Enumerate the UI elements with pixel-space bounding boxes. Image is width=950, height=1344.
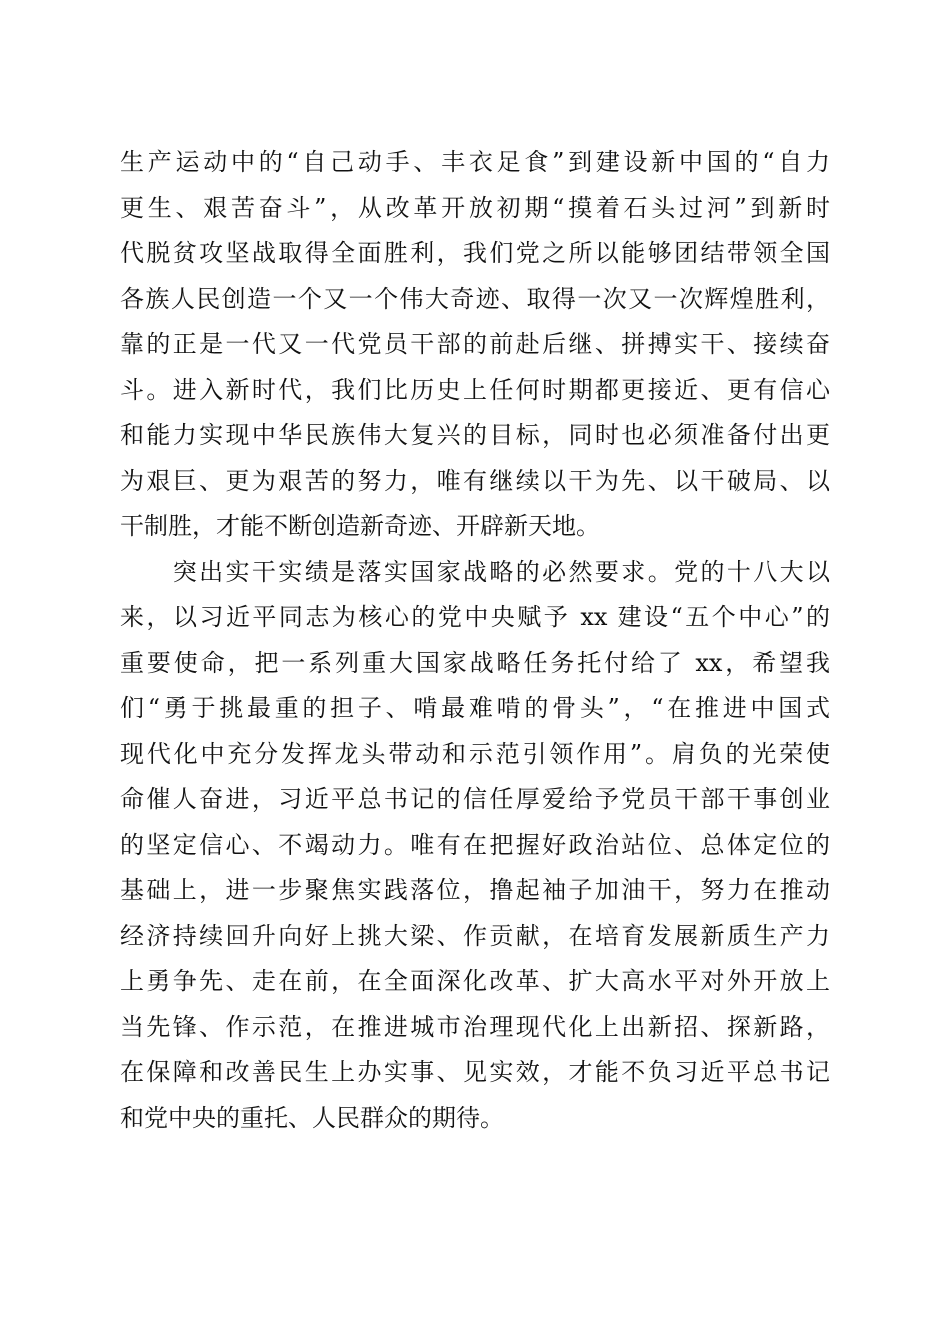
text-line: 来，以习近平同志为核心的党中央赋予 xx 建设“五个中心”的 xyxy=(120,603,830,631)
text-line: 和党中央的重托、人民群众的期待。 xyxy=(120,1103,504,1132)
text-line: 经济持续回升向好上挑大梁、作贡献，在培育发展新质生产力 xyxy=(120,921,830,950)
text-line: 在保障和改善民生上办实事、见实效，才能不负习近平总书记 xyxy=(120,1058,830,1086)
text-line: 斗。进入新时代，我们比历史上任何时期都更接近、更有信心 xyxy=(120,375,830,404)
text-line: 各族人民创造一个又一个伟大奇迹、取得一次又一次辉煌胜利， xyxy=(120,284,830,313)
paragraph-2 xyxy=(120,550,830,1142)
text-line: 的坚定信心、不竭动力。唯有在把握好政治站位、总体定位的 xyxy=(120,830,830,859)
text-line: 们“勇于挑最重的担子、啃最难啃的骨头”，“在推进中国式 xyxy=(120,694,830,722)
text-line: 当先锋、作示范，在推进城市治理现代化上出新招、探新路， xyxy=(120,1012,830,1041)
text-line: 为艰巨、更为艰苦的努力，唯有继续以干为先、以干破局、以 xyxy=(120,466,830,495)
text-line: 和能力实现中华民族伟大复兴的目标，同时也必须准备付出更 xyxy=(120,421,830,449)
text-line: 上勇争先、走在前，在全面深化改革、扩大高水平对外开放上 xyxy=(120,967,830,995)
text-line: 突出实干实绩是落实国家战略的必然要求。党的十八大以 xyxy=(120,557,830,586)
text-line: 命催人奋进，习近平总书记的信任厚爱给予党员干部干事创业 xyxy=(120,785,830,813)
text-line: 干制胜，才能不断创造新奇迹、开辟新天地。 xyxy=(120,512,600,540)
text-line: 生产运动中的“自己动手、丰衣足食”到建设新中国的“自力 xyxy=(120,148,830,176)
text-line: 重要使命，把一系列重大国家战略任务托付给了 xx，希望我 xyxy=(120,648,830,677)
document-body xyxy=(120,140,830,1141)
paragraph-1 xyxy=(120,140,830,550)
text-line: 基础上，进一步聚焦实践落位，撸起袖子加油干，努力在推动 xyxy=(120,876,830,904)
text-line: 代脱贫攻坚战取得全面胜利，我们党之所以能够团结带领全国 xyxy=(120,239,830,267)
text-line: 更生、艰苦奋斗”，从改革开放初期“摸着石头过河”到新时 xyxy=(120,193,830,222)
text-line: 现代化中充分发挥龙头带动和示范引领作用”。肩负的光荣使 xyxy=(120,739,830,768)
text-line: 靠的正是一代又一代党员干部的前赴后继、拼搏实干、接续奋 xyxy=(120,330,830,358)
